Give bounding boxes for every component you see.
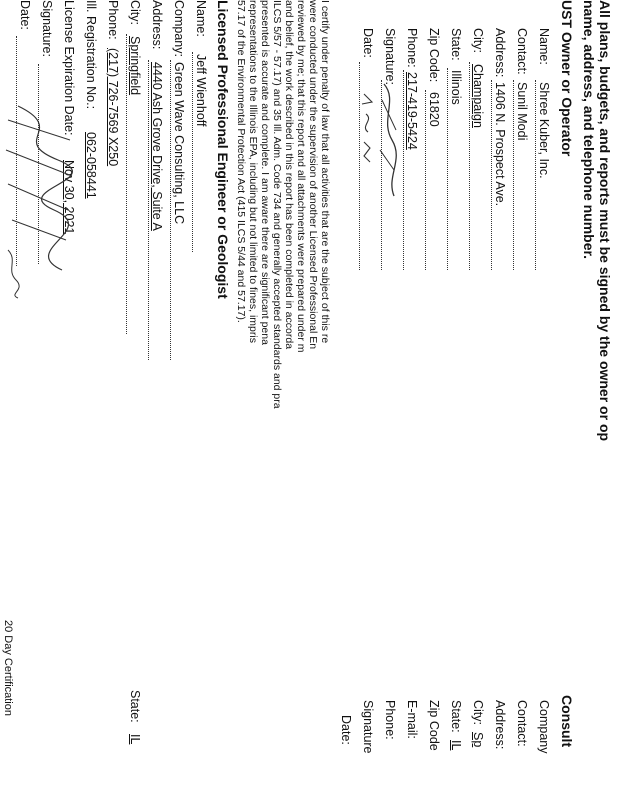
owner-address-line — [491, 80, 492, 270]
engineer-expiration-value: Nov 30, 2021 — [62, 160, 76, 235]
engineer-signature-mark — [0, 100, 78, 300]
engineer-phone-value: (217) 726-7569 X250 — [106, 48, 120, 167]
engineer-company-label: Company: — [172, 0, 186, 57]
engineer-state-label: State: — [128, 690, 142, 723]
owner-zip-line — [425, 90, 426, 270]
consultant-city-label: City: — [471, 700, 485, 725]
owner-date-label: Date: — [361, 28, 375, 58]
engineer-name-line — [192, 52, 193, 252]
engineer-company-line — [170, 60, 171, 360]
owner-signature-mark — [376, 80, 402, 200]
owner-state-line — [447, 68, 448, 270]
consultant-section-title: Consult — [559, 695, 575, 748]
consultant-date-label: Date: — [339, 715, 353, 745]
engineer-expiration-label: License Expiration Date: — [62, 0, 76, 136]
engineer-company-value: Green Wave Consulting, LLC — [172, 62, 186, 225]
certification-line: presented is accurate and complete. I am aware there are significant pena — [259, 0, 271, 345]
engineer-name-value: Jeff Wienhoff — [194, 54, 208, 127]
consultant-state-label: State: — [449, 700, 463, 733]
owner-name-line — [535, 80, 536, 270]
owner-city-label: City: — [471, 28, 485, 53]
certification-line: reviewed by me; that this report and all attachments were prepared under m — [295, 0, 307, 353]
engineer-signature-label: Signature: — [40, 0, 54, 57]
engineer-registration-label: Ill. Registration No.: — [84, 0, 98, 110]
engineer-address-value: 4440 Ash Grove Drive, Suite A — [150, 62, 164, 231]
engineer-registration-value: 062-058441 — [84, 132, 98, 199]
engineer-section-title: Licensed Professional Engineer or Geologist — [215, 0, 231, 299]
owner-address-label: Address: — [493, 28, 507, 78]
certification-line: I certify under penalty of law that all activities that are the subject of this re — [319, 0, 331, 344]
engineer-city-label: City: — [128, 0, 142, 25]
consultant-zip-label: Zip Code — [427, 700, 441, 751]
certification-line: ILCS 5/57 - 57.17) and 35 Ill. Adm. Code 734 and generally accepted standards and pra — [271, 0, 283, 409]
owner-zip-value: 61820 — [427, 92, 441, 127]
consultant-phone-label: Phone: — [383, 700, 397, 740]
certification-line: 57.17 of the Environmental Protection Act (415 ILCS 5/44 and 57.17). — [235, 0, 247, 323]
owner-phone-label: Phone: — [405, 28, 419, 68]
owner-signature-label: Signature: — [383, 28, 397, 85]
owner-date-handwriting — [358, 90, 376, 170]
owner-name-label: Name: — [537, 28, 551, 65]
engineer-address-line — [148, 60, 149, 360]
consultant-email-label: E-mail: — [405, 700, 419, 739]
engineer-city-line — [126, 34, 127, 334]
engineer-phone-label: Phone: — [106, 0, 120, 40]
consultant-signature-label: Signature — [361, 700, 375, 754]
certification-line: representations to the Illinois EPA, including but not limited to fines, impris — [247, 0, 259, 343]
owner-contact-line — [513, 80, 514, 270]
owner-phone-value: 217-419-5424 — [405, 72, 419, 150]
owner-contact-label: Contact: — [515, 28, 529, 75]
owner-state-label: State: — [449, 28, 463, 61]
owner-section-title: UST Owner or Operator — [559, 0, 575, 157]
owner-city-line — [469, 62, 470, 270]
owner-city-value: Champaign — [471, 64, 485, 128]
owner-contact-value: Sunil Modi — [515, 82, 529, 141]
engineer-name-label: Name: — [194, 0, 208, 37]
owner-address-value: 1406 N. Prospect Ave. — [493, 82, 507, 207]
owner-zip-label: Zip Code: — [427, 28, 441, 83]
certification-line: were conducted under the supervision of another Licensed Professional En — [307, 0, 319, 350]
engineer-city-value: Springfield — [128, 36, 142, 96]
engineer-address-label: Address: — [150, 0, 164, 50]
owner-phone-line — [403, 70, 404, 270]
consultant-contact-label: Contact: — [515, 700, 529, 747]
certification-line: and belief, the work described in this report has been completed in accorda — [283, 0, 295, 350]
header-line-1: All plans, budgets, and reports must be signed by the owner or op — [597, 0, 613, 442]
header-line-2: name, address, and telephone number. — [581, 0, 597, 260]
engineer-date-label: Date: — [18, 0, 32, 30]
owner-name-value: Shree Kuber, Inc. — [537, 82, 551, 179]
footer-label: 20 Day Certification — [2, 620, 14, 716]
engineer-state-value: IL — [128, 734, 142, 745]
consultant-state-value: IL — [449, 740, 463, 751]
consultant-company-label: Company — [537, 700, 551, 754]
consultant-city-value: Sp — [471, 732, 485, 748]
consultant-address-label: Address: — [493, 700, 507, 750]
owner-state-value: Illinois — [449, 70, 463, 105]
